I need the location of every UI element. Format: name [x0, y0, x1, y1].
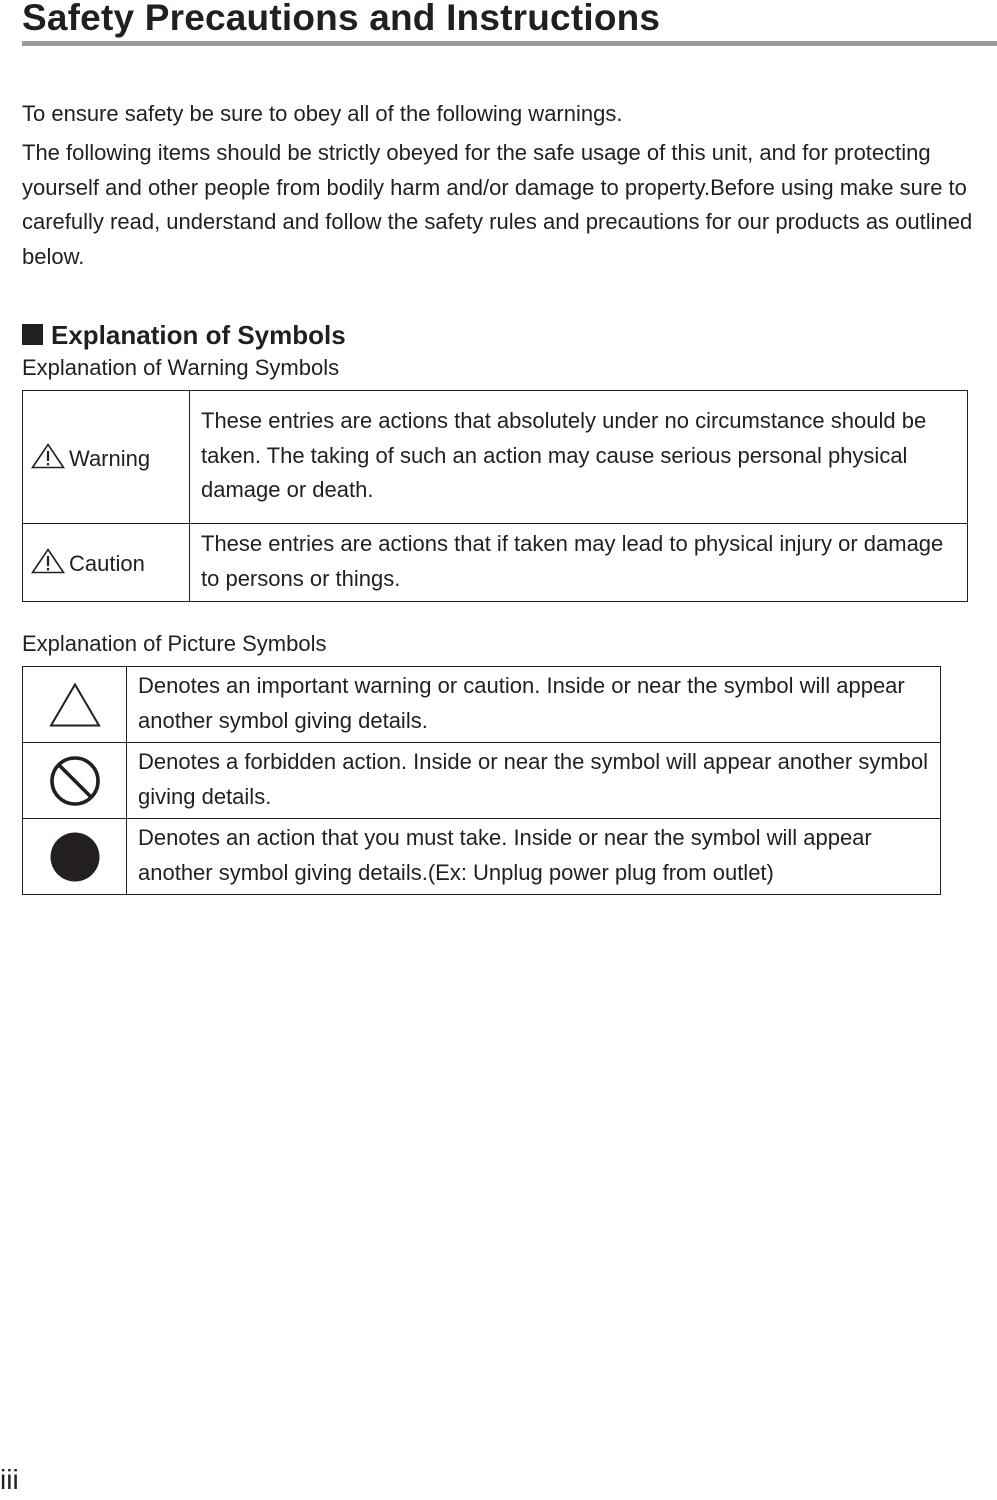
table-row — [23, 524, 968, 602]
warning-label: Warning — [69, 445, 151, 471]
title-divider — [22, 41, 997, 46]
warning-symbols-table — [22, 390, 968, 602]
table-row — [23, 819, 941, 895]
prohibition-icon — [49, 755, 101, 807]
picture-symbols-subheading: Explanation of Picture Symbols — [22, 631, 327, 656]
warning-label-cell — [23, 391, 190, 524]
page-title: Safety Precautions and Instructions — [22, 0, 661, 38]
prohibition-description: Denotes a forbidden action. Inside or near the symbol will appear another symbol giving details. — [127, 743, 941, 819]
picture-symbols-table — [22, 666, 941, 895]
intro-line: To ensure safety be sure to obey all of the following warnings. — [22, 101, 623, 126]
triangle-outline-icon — [49, 682, 101, 728]
symbol-cell — [23, 743, 127, 819]
table-row — [23, 743, 941, 819]
caution-label: Caution — [69, 551, 145, 576]
warning-triangle-icon — [31, 548, 65, 574]
table-row — [23, 391, 968, 524]
caution-label-cell — [23, 524, 190, 602]
symbol-cell — [23, 819, 127, 895]
mandatory-action-description: Denotes an action that you must take. Inside or near the symbol will appear another symbol giving details.(Ex: Unplug power plug from outlet) — [127, 819, 941, 895]
square-bullet-icon — [22, 324, 43, 345]
caution-description: These entries are actions that if taken may lead to physical injury or damage to persons or things. — [190, 524, 968, 602]
warning-symbols-subheading: Explanation of Warning Symbols — [22, 355, 340, 380]
warning-triangle-icon — [31, 443, 65, 469]
filled-circle-icon — [49, 831, 101, 883]
symbols-section-heading — [22, 318, 346, 352]
table-row — [23, 667, 941, 743]
intro-paragraph: The following items should be strictly obeyed for the safe usage of this unit, and for protecting yourself and other people from bodily harm and/or damage to property.Before using make sure to carefully read, understand and follow the safety rules and precautions for our products as outlined below. — [22, 140, 973, 269]
triangle-description: Denotes an important warning or caution. Inside or near the symbol will appear another symbol giving details. — [127, 667, 941, 743]
symbols-heading-text: Explanation of Symbols — [51, 320, 346, 350]
symbol-cell — [23, 667, 127, 743]
page-number: iii — [0, 1464, 19, 1495]
warning-description: These entries are actions that absolutely under no circumstance should be taken. The taking of such an action may cause serious personal physical damage or death. — [190, 391, 968, 524]
